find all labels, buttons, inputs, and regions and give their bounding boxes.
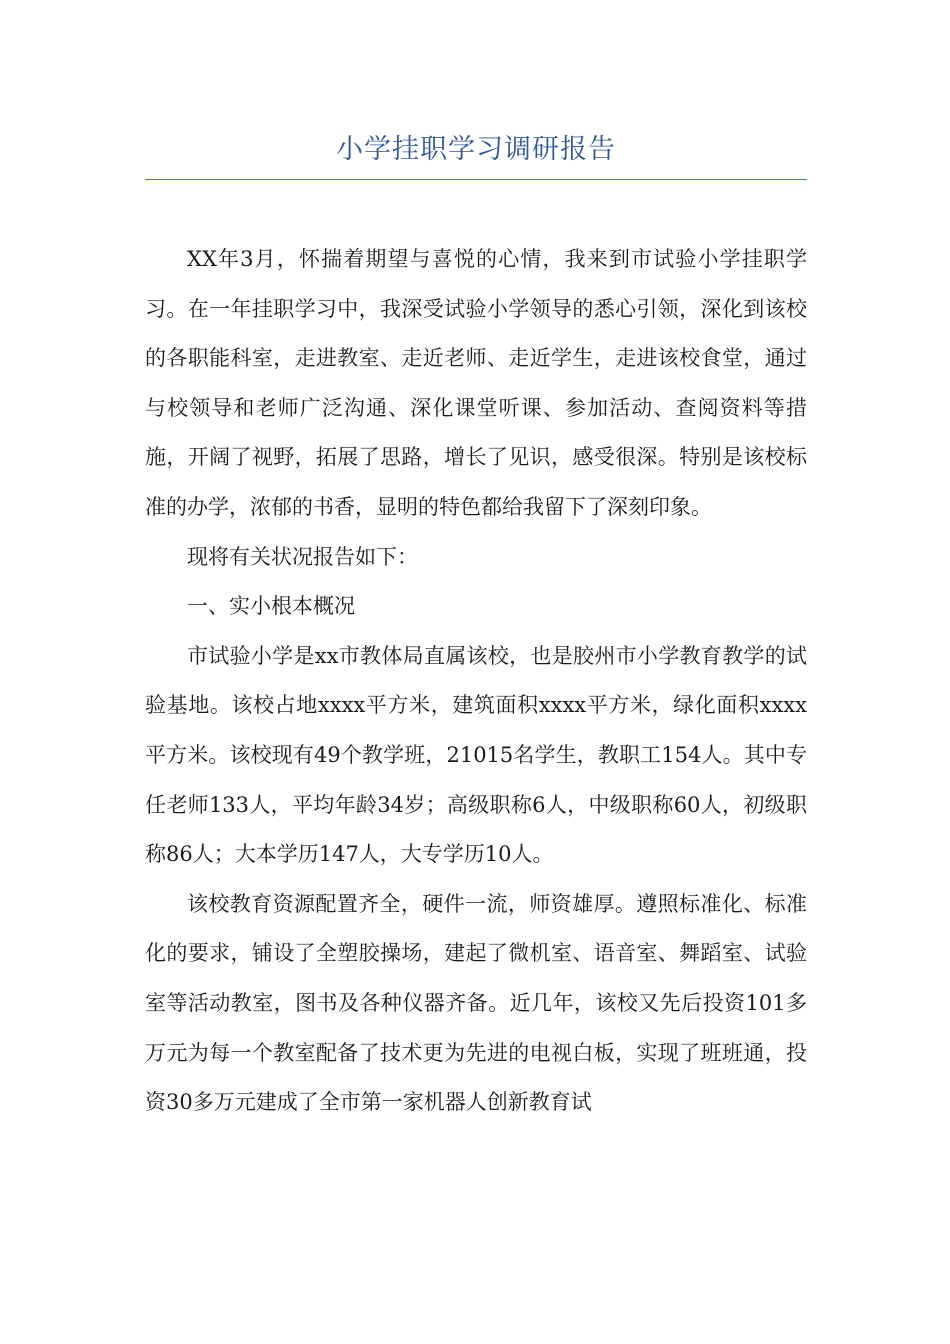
paragraph-intro: XX年3月，怀揣着期望与喜悦的心情，我来到市试验小学挂职学习。在一年挂职学习中，我深受试验小学领导的悉心引领，深化到该校的各职能科室，走进教室、走近老师、走近学生，走进该校食堂，通过与校领导和老师广泛沟通、深化课堂听课、参加活动、查阅资料等措施，开阔了视野，拓展了思路，增长了见识，感受很深。特别是该校标准的办学，浓郁的书香，显明的特色都给我留下了深刻印象。 <box>145 247 807 519</box>
section-heading-overview: 一、实小根本概况 <box>187 594 355 619</box>
document-title: 小学挂职学习调研报告 <box>336 134 616 165</box>
title-underline <box>145 179 807 180</box>
paragraph-report-lead: 现将有关状况报告如下： <box>187 544 418 569</box>
paragraph-school-overview: 市试验小学是xx市教体局直属该校，也是胶州市小学教育教学的试验基地。该校占地xxxx平方米，建筑面积xxxx平方米，绿化面积xxxx平方米。该校现有49个教学班，21015名学生，教职工154人。其中专任老师133人，平均年龄34岁；高级职称6人，中级职称60人，初级职称86人；大本学历147人，大专学历10人。 <box>145 643 807 867</box>
paragraph-resources: 该校教育资源配置齐全，硬件一流，师资雄厚。遵照标准化、标准化的要求，铺设了全塑胶操场，建起了微机室、语音室、舞蹈室、试验室等活动教室，图书及各种仪器齐备。近几年，该校又先后投资101多万元为每一个教室配备了技术更为先进的电视白板，实现了班班通，投资30多万元建成了全市第一家机器人创新教育试 <box>145 891 807 1115</box>
document-body <box>145 235 807 1128</box>
